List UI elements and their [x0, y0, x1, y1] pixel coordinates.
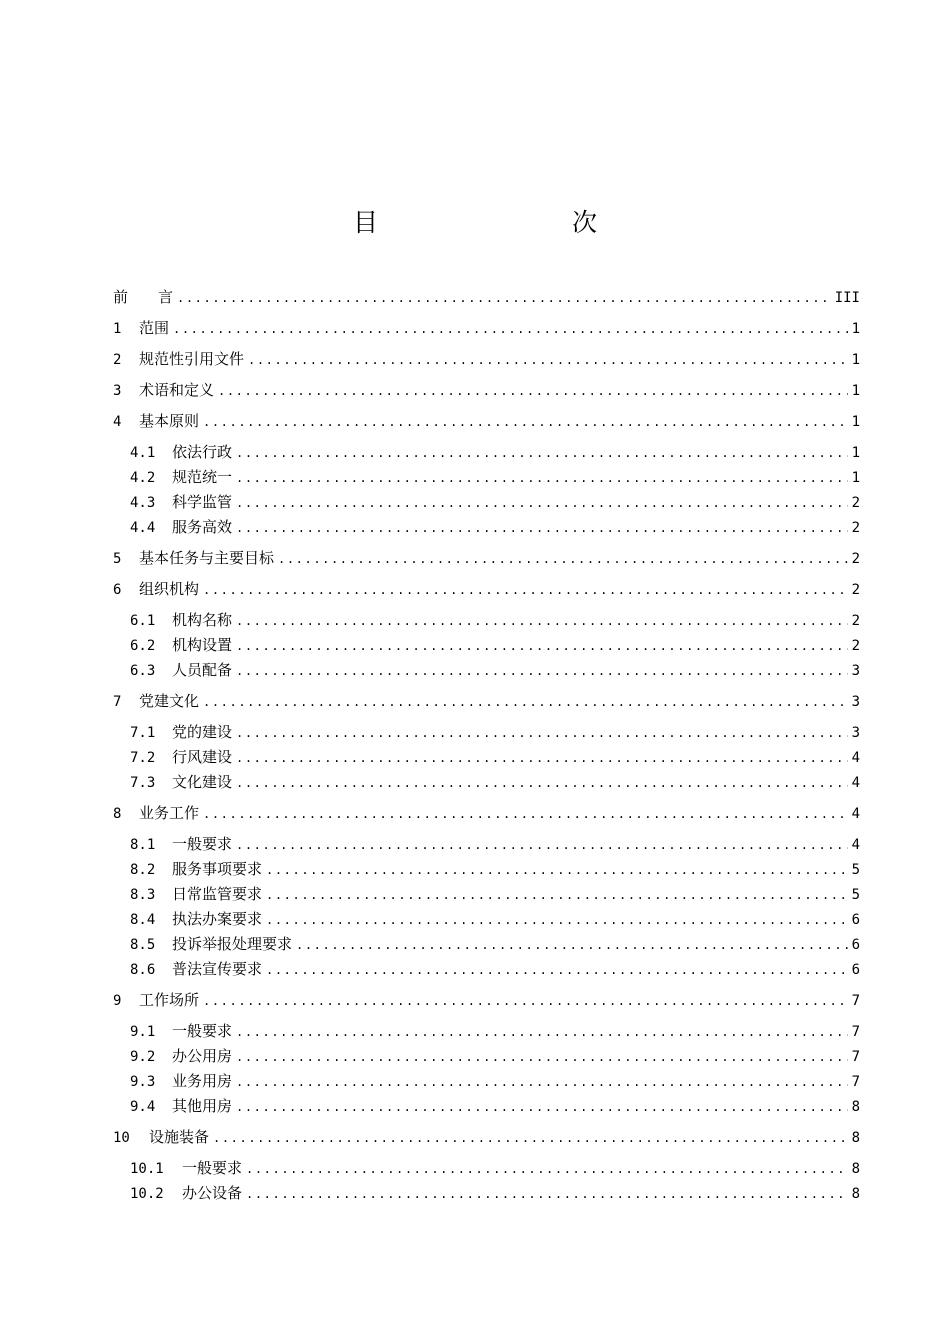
toc-leader-dots	[177, 288, 831, 308]
toc-entry-label: 服务高效	[172, 518, 233, 536]
toc-entry[interactable]	[113, 349, 860, 369]
toc-entry[interactable]	[130, 1046, 860, 1066]
toc-entry-label: 前 言	[113, 288, 174, 306]
toc-leader-dots	[213, 1128, 848, 1148]
toc-leader-dots	[236, 443, 848, 463]
toc-leader-dots	[236, 1022, 848, 1042]
toc-entry-page: 4	[851, 806, 860, 822]
toc-entry-number: 7	[113, 694, 122, 710]
toc-entry-page: 4	[851, 750, 860, 766]
page-title: 目 次	[352, 208, 645, 237]
toc-entry[interactable]	[130, 722, 860, 742]
toc-entry-label: 工作场所	[139, 991, 200, 1009]
toc-entry-label: 普法宣传要求	[172, 960, 263, 978]
toc-entry-page: 2	[851, 638, 860, 654]
toc-entry[interactable]	[113, 548, 860, 568]
toc-entry[interactable]	[130, 909, 860, 929]
toc-entry-number: 7.3	[130, 775, 156, 791]
toc-entry[interactable]	[130, 884, 860, 904]
toc-entry-page: 7	[851, 1024, 860, 1040]
toc-entry[interactable]	[130, 959, 860, 979]
toc-entry-number: 9	[113, 993, 122, 1009]
toc-entry-number: 9.3	[130, 1074, 156, 1090]
toc-leader-dots	[236, 773, 848, 793]
toc-entry-page: 1	[851, 414, 860, 430]
toc-entry-label: 设施装备	[149, 1128, 210, 1146]
toc-leader-dots	[246, 1159, 848, 1179]
toc-entry[interactable]	[113, 803, 860, 823]
toc-entry-page: 7	[851, 1074, 860, 1090]
toc-leader-dots	[236, 611, 848, 631]
toc-leader-dots	[236, 1072, 848, 1092]
toc-entry-page: III	[834, 290, 860, 306]
toc-entry-label: 机构设置	[172, 636, 233, 654]
toc-entry-page: 5	[851, 887, 860, 903]
toc-leader-dots	[236, 493, 848, 513]
toc-entry-number: 8.1	[130, 837, 156, 853]
toc-entry-number: 10	[113, 1130, 130, 1146]
toc-entry-label: 一般要求	[172, 835, 233, 853]
toc-entry[interactable]	[130, 517, 860, 537]
toc-entry-label: 机构名称	[172, 611, 233, 629]
toc-leader-dots	[236, 1047, 848, 1067]
toc-entry-page: 4	[851, 837, 860, 853]
toc-entry-page: 3	[851, 694, 860, 710]
toc-leader-dots	[203, 412, 848, 432]
toc-entry-label: 服务事项要求	[172, 860, 263, 878]
toc-entry[interactable]	[130, 834, 860, 854]
toc-entry-page: 3	[851, 663, 860, 679]
toc-entry[interactable]	[130, 635, 860, 655]
toc-entry-label: 一般要求	[182, 1159, 243, 1177]
toc-entry-number: 8.2	[130, 862, 156, 878]
toc-entry-label: 一般要求	[172, 1022, 233, 1040]
toc-entry-label: 党建文化	[139, 692, 200, 710]
toc-entry-number: 9.1	[130, 1024, 156, 1040]
toc-entry-number: 6.2	[130, 638, 156, 654]
toc-leader-dots	[203, 991, 848, 1011]
toc-entry-number: 8.6	[130, 962, 156, 978]
toc-entry-number: 9.4	[130, 1099, 156, 1115]
toc-entry[interactable]	[113, 579, 860, 599]
toc-entry[interactable]	[113, 318, 860, 338]
toc-entry[interactable]	[130, 660, 860, 680]
toc-entry-number: 7.1	[130, 725, 156, 741]
toc-leader-dots	[266, 910, 848, 930]
toc-entry-label: 日常监管要求	[172, 885, 263, 903]
toc-entry-number: 8.4	[130, 912, 156, 928]
toc-entry-number: 7.2	[130, 750, 156, 766]
toc-leader-dots	[236, 661, 848, 681]
toc-entry-label: 党的建设	[172, 723, 233, 741]
toc-entry-label: 业务工作	[139, 804, 200, 822]
toc-leader-dots	[266, 885, 848, 905]
toc-entry[interactable]	[113, 411, 860, 431]
toc-entry-label: 基本任务与主要目标	[139, 549, 275, 567]
toc-entry-label: 执法办案要求	[172, 910, 263, 928]
toc-entry-page: 6	[851, 962, 860, 978]
toc-entry-page: 1	[851, 445, 860, 461]
toc-entry-page: 8	[851, 1099, 860, 1115]
toc-entry-number: 6	[113, 582, 122, 598]
toc-entry-page: 1	[851, 352, 860, 368]
toc-leader-dots	[278, 549, 848, 569]
toc-entry-number: 10.2	[130, 1186, 164, 1202]
toc-entry-page: 7	[851, 993, 860, 1009]
toc-entry-number: 5	[113, 551, 122, 567]
toc-entry[interactable]	[113, 380, 860, 400]
toc-leader-dots	[236, 748, 848, 768]
toc-leader-dots	[246, 1184, 848, 1204]
toc-leader-dots	[236, 835, 848, 855]
toc-entry-page: 8	[851, 1186, 860, 1202]
toc-leader-dots	[296, 935, 848, 955]
toc-leader-dots	[248, 350, 848, 370]
toc-entry-number: 6.1	[130, 613, 156, 629]
toc-entry-label: 范围	[139, 319, 170, 337]
toc-entry[interactable]	[130, 442, 860, 462]
toc-entry-label: 术语和定义	[139, 381, 215, 399]
toc-entry[interactable]	[130, 492, 860, 512]
toc-entry[interactable]	[113, 990, 860, 1010]
toc-entry[interactable]	[113, 1127, 860, 1147]
toc-entry[interactable]	[130, 1096, 860, 1116]
toc-leader-dots	[236, 468, 848, 488]
toc-entry-label: 投诉举报处理要求	[172, 935, 293, 953]
toc-entry[interactable]	[130, 1021, 860, 1041]
toc-entry-label: 依法行政	[172, 443, 233, 461]
toc-entry-label: 业务用房	[172, 1072, 233, 1090]
toc-entry-label: 办公设备	[182, 1184, 243, 1202]
toc-entry-label: 办公用房	[172, 1047, 233, 1065]
toc-entry-number: 4.4	[130, 520, 156, 536]
toc-entry-label: 科学监管	[172, 493, 233, 511]
toc-entry-page: 2	[851, 551, 860, 567]
toc-entry-label: 规范统一	[172, 468, 233, 486]
toc-entry-number: 4.1	[130, 445, 156, 461]
toc-entry[interactable]	[130, 1183, 860, 1203]
toc-leader-dots	[236, 723, 848, 743]
toc-entry[interactable]	[113, 287, 860, 307]
toc-entry-page: 1	[851, 470, 860, 486]
toc-entry-page: 8	[851, 1130, 860, 1146]
toc-entry-number: 10.1	[130, 1161, 164, 1177]
toc-entry-number: 6.3	[130, 663, 156, 679]
toc-entry-label: 组织机构	[139, 580, 200, 598]
toc-entry-page: 6	[851, 912, 860, 928]
toc-entry-number: 4.3	[130, 495, 156, 511]
toc-leader-dots	[266, 960, 848, 980]
toc-entry[interactable]	[130, 934, 860, 954]
toc-entry-page: 6	[851, 937, 860, 953]
toc-entry-label: 其他用房	[172, 1097, 233, 1115]
toc-entry-number: 4	[113, 414, 122, 430]
toc-entry-page: 5	[851, 862, 860, 878]
toc-entry-number: 2	[113, 352, 122, 368]
toc-entry[interactable]	[130, 747, 860, 767]
toc-entry[interactable]	[130, 467, 860, 487]
toc-entry-page: 4	[851, 775, 860, 791]
toc-entry-page: 2	[851, 613, 860, 629]
toc-entry-label: 文化建设	[172, 773, 233, 791]
toc-leader-dots	[203, 580, 848, 600]
toc-entry-label: 基本原则	[139, 412, 200, 430]
toc-entry-page: 1	[851, 321, 860, 337]
toc-entry-page: 2	[851, 582, 860, 598]
toc-entry[interactable]	[113, 691, 860, 711]
toc-leader-dots	[218, 381, 848, 401]
toc-entry-label: 规范性引用文件	[139, 350, 245, 368]
toc-entry-page: 1	[851, 383, 860, 399]
toc-entry-number: 4.2	[130, 470, 156, 486]
toc-entry-number: 1	[113, 321, 122, 337]
toc-entry[interactable]	[130, 772, 860, 792]
toc-leader-dots	[266, 860, 848, 880]
toc-entry-number: 8.3	[130, 887, 156, 903]
toc-entry-page: 2	[851, 520, 860, 536]
toc-entry-number: 9.2	[130, 1049, 156, 1065]
toc-entry-page: 7	[851, 1049, 860, 1065]
toc-leader-dots	[236, 518, 848, 538]
toc-entry-page: 3	[851, 725, 860, 741]
toc-entry-page: 2	[851, 495, 860, 511]
toc-leader-dots	[203, 804, 848, 824]
toc-entry[interactable]	[130, 859, 860, 879]
toc-entry-page: 8	[851, 1161, 860, 1177]
toc-entry-number: 8.5	[130, 937, 156, 953]
toc-entry[interactable]	[130, 1158, 860, 1178]
toc-entry-label: 行风建设	[172, 748, 233, 766]
toc-leader-dots	[236, 636, 848, 656]
toc-entry-label: 人员配备	[172, 661, 233, 679]
toc-leader-dots	[203, 692, 848, 712]
toc-leader-dots	[173, 319, 848, 339]
toc-entry[interactable]	[130, 610, 860, 630]
toc-leader-dots	[236, 1097, 848, 1117]
toc-entry[interactable]	[130, 1071, 860, 1091]
toc-entry-number: 3	[113, 383, 122, 399]
toc-entry-number: 8	[113, 806, 122, 822]
